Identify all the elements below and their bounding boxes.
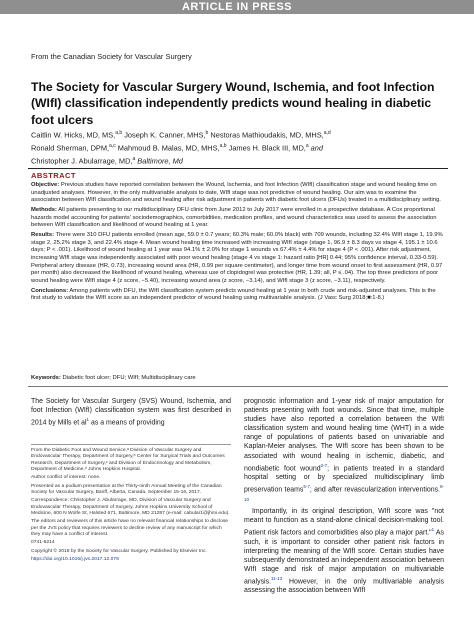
citation-mark: 2-7 [320, 462, 328, 468]
affiliation-mark: b [205, 130, 209, 136]
section-text: Among patients with DFU, the WIfI classification system predicts wound healing at 1 year in both crude and risk-adjusted analyses. This is the first study to validate the WIfI score as an independent predictor of wound healing using multivariable analysis. (J Vasc Surg 2018;■:1-8.) [31, 287, 436, 302]
citation-mark: 8-10 [244, 484, 444, 502]
author-name: Joseph K. Canner, MHS, [122, 130, 206, 140]
section-label: Conclusions: [31, 287, 69, 294]
body-text: The Society for Vascular Surgery (SVS) Wound, Ischemia, and foot Infection (WIfI) classification system was first described in 2014 by Mills et al [31, 398, 231, 427]
author-name: Ronald Sherman, DPM, [31, 143, 110, 153]
section-label: Results: [31, 231, 55, 238]
section-text: All patients presenting to our multidisciplinary DFU clinic from June 2012 to July 2017 were enrolled in a prospective database. A Cox proportional hazards model accounting for patients' sociodemographics, comorbidities, medication profiles, and wound characteristics was used to assess the association between WIfI classification and likelihood of wound healing at 1 year. [31, 206, 437, 229]
keywords-line [31, 375, 443, 382]
body-text: ; and after revascularization interventions. [309, 486, 440, 494]
footnotes [31, 444, 231, 566]
author-list [31, 128, 441, 167]
keywords-label: Keywords: [31, 375, 61, 381]
body-text: prognostic information and 1-year risk of major amputation for patients presenting with foot wounds. Since that time, multiple studies have also reported a correlation between the WIfI classification system and wound healing time (WHT) in a wide range of populations of patients based on univariable and Kaplan-Meier analyses. The WIfI score has been shown to be associated with wound healing in ischemic, diabetic, and nondiabetic foot wound [244, 398, 444, 472]
abstract-methods [31, 207, 443, 230]
abstract-heading: ABSTRACT [31, 171, 76, 180]
author-name: Mahmoud B. Malas, MD, MHS, [115, 143, 220, 153]
footnote-correspondence: Correspondence: Christopher J. Abularrage, MD, Division of Vascular Surgery and Endovascular Therapy, Department of Surgery, Johns Hopkins University School of Medicine, 600 N Wolfe St, Halsted 671, Baltimore, MD 21287 (e-mail: cabular1@jhmi.edu). [31, 498, 230, 517]
affiliation-mark: a [305, 143, 309, 150]
body-text: As such, it is important to consider other patient risk factors in interpreting the meaning of the WIfI score. Certain studies have subsequently demonstrated an independent association between WIfI stage and risk of major amputation on multivariable analysis. [244, 529, 444, 586]
keywords-text: Diabetic foot ulcer; DFU; WIfI; Multidisciplinary care [60, 375, 196, 381]
section-text: Previous studies have reported correlation between the Wound, Ischemia, and foot Infection (WIfI) classification stage and wound healing time on unadjusted analyses. However, in the only multivariable analysis to date, WIfI stage was not predictive of wound healing. Our aim was to examine the association between WIfI classification and wound healing after risk adjustment in patients with diabetic foot ulcers (DFUs) treated in a multidisciplinary setting. [31, 182, 441, 204]
affiliation-mark: a [132, 156, 136, 163]
affiliation-mark: a,d [323, 130, 331, 136]
left-column-intro [31, 397, 231, 428]
body-text: Importantly, in its original description, WIfI score was "not meant to function as a stand-alone clinical decision-making tool. Patient risk factors and comorbidities also play a major part." [244, 507, 444, 537]
footnote-copyright: Copyright © 2018 by the Society for Vascular Surgery. Published by Elsevier Inc. [31, 548, 207, 554]
author-name: Nestoras Mathioudakis, MD, MHS, [208, 130, 324, 140]
section-text: There were 310 DFU patients enrolled (mean age, 59.0 ± 0.7 years; 60.3% male; 60.0% black) with 709 wounds, including 32.4% WIfI stage 1, 19.9% stage 2, 25.2% stage 3, and 22.4% stage 4. Mean wound healing time increased with increasing WIfI stage (stage 1, 96.9 ± 8.3 days vs stage 4, 195.1 ± 10.6 days; P < .001). Likelihood of wound healing at 1 year was 94.1% ± 2.0% for stage 1 wounds vs 67.4% ± 4.4% for stage 4 (P < .001). After risk adjustment, increasing WIfI stage was independently associated with poor wound healing (stage 4 vs stage 1: hazard ratio [HR] 0.44; 95% confidence interval, 0.33-0.59). Peripheral artery disease (HR, 0.73), increasing wound area (HR, 0.99 per square centimeter), and longer time from wound onset to first assessment (HR, 0.97 per month) also decreased the likelihood of wound healing, whereas use of clopidogrel was protective (HR, 1.39; all, P ≤ .04). The top three predictors of poor wound healing were WIfI stage 4 (z score, −5.40), increasing wound area (z score, −3.14), and WIfI stage 3 (z score, −3.11), respectively. [31, 231, 443, 284]
abstract-objective [31, 182, 443, 205]
footnote-conflict: Author conflict of interest: none. [31, 475, 101, 481]
body-paragraph [244, 507, 444, 595]
abstract-body [31, 182, 443, 305]
body-text: as a means of providing [89, 419, 165, 427]
footnote-presentation: Presented as a podium presentation at the Thirty-ninth Annual Meeting of the Canadian Society for Vascular Surgery, Banff, Alberta, Canada, September 15-16, 2017. [31, 483, 222, 496]
article-title: The Society for Vascular Surgery Wound, Ischemia, and foot Infection (WIfI) classification independently predicts wound healing in diabetic foot ulcers [31, 80, 435, 127]
citation-mark: 1 [431, 527, 435, 533]
doi-link[interactable]: https://doi.org/10.1016/j.jvs.2017.12.079 [31, 557, 119, 563]
footnote-affiliations: From the Diabetic Foot and Wound Service,ᵃ Division of Vascular Surgery and Endovascular Therapy, Department of Surgery,ᵇ Center for Surgical Trials and Outcomes Research, Department of Surgery,ᶜ and Division of Endocrinology and Metabolism, Department of Medicine,ᵈ Johns Hopkins Hospital. [31, 448, 225, 473]
section-label: Objective: [31, 182, 60, 188]
author-conjunction: and [308, 143, 324, 153]
affiliation-mark: a,b [115, 130, 123, 136]
section-label: Methods: [31, 206, 57, 213]
right-column [244, 397, 444, 595]
citation-mark: 11-13 [271, 575, 283, 581]
abstract-results [31, 232, 443, 286]
author-name: Caitlin W. Hicks, MD, MS, [31, 130, 116, 140]
affiliation-mark: a,c [109, 143, 116, 150]
footnote-issn: 0741-5214 [31, 540, 55, 546]
affiliation-mark: a,b [219, 143, 227, 150]
author-name: James H. Black III, MD, [226, 143, 306, 153]
author-name: Christopher J. Abularrage, MD, [31, 156, 133, 166]
body-text: ; in patients treated in a standard hospital setting or by specialized multidisciplinary limb preservation teams [244, 464, 445, 494]
article-in-press-banner: ARTICLE IN PRESS [0, 0, 474, 14]
citation-mark: 5-7 [303, 484, 310, 490]
body-paragraph [244, 397, 444, 507]
abstract-conclusions [31, 288, 443, 303]
society-line: From the Canadian Society for Vascular Surgery [31, 52, 192, 61]
body-text: However, in the only multivariable analysis assessing the association between WIfI [244, 578, 444, 595]
footnote-editors: The editors and reviewers of this article have no relevant financial relationships to disclose per the JVS policy that requires reviewers to decline review of any manuscript for which they may have a conflict of interest. [31, 519, 229, 538]
affiliation-place: Baltimore, Md [135, 156, 183, 166]
citation-mark: 1 [86, 417, 90, 423]
